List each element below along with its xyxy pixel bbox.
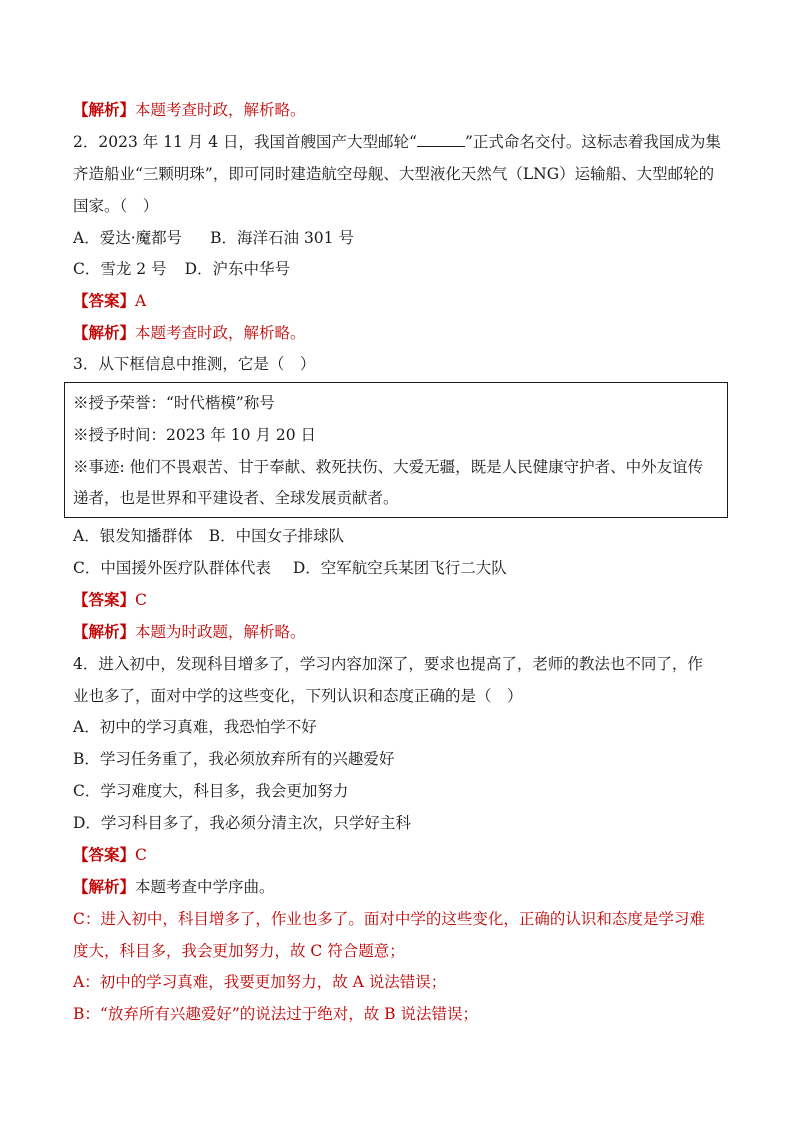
q1-analysis [73,98,733,122]
q3-answer-value: C [135,591,147,609]
q2-stem-part1: 2．2023 年 11 月 4 日，我国首艘国产大型邮轮“ [73,133,417,151]
q3-options-row2 [73,556,733,580]
q3-box-line1: ※授予荣誉：“时代楷模”称号 [73,394,275,412]
q2-stem-line2: 齐造船业“三颗明珠”，即可同时建造航空母舰、大型液化天然气（LNG）运输船、大型邮轮的 [73,165,715,183]
q2-answer-blank [417,132,465,147]
q2-answer-value: A [135,292,147,310]
q4-stem-line2: 业也多了，面对中学的这些变化，下列认识和态度正确的是（ ） [73,687,523,705]
q4-explain-c-line2: 度大，科目多，我会更加努力，故 C 符合题意； [73,942,405,960]
q3-box-line3: ※事迹: 他们不畏艰苦、甘于奉献、救死扶伤、大爱无疆，既是人民健康守护者、中外友谊传 [73,458,704,476]
q4-explain-a: A：初中的学习真难，我要更加努力，故 A 说法错误； [73,973,447,991]
q3-stem: 3．从下框信息中推测，它是（ ） [73,355,316,373]
q3-option-a: A．银发知播群体 [73,527,193,545]
q3-info-box [64,382,728,518]
q1-analysis-tag: 【解析】 [73,100,136,119]
q4-stem-line1: 4．进入初中，发现科目增多了，学习内容加深了，要求也提高了，老师的教法也不同了，作 [73,655,703,673]
q2-option-b: B．海洋石油 301 号 [210,229,354,247]
q2-stem-part2: ”正式命名交付。这标志着我国成为集 [464,133,721,151]
q2-stem-line1 [73,130,733,154]
q4-analysis-text: 本题考查中学序曲。 [135,878,275,896]
q4-option-c: C．学习难度大，科目多，我会更加努力 [73,782,349,800]
q4-option-a: A．初中的学习真难，我恐怕学不好 [73,718,317,736]
q2-options-row2 [73,257,733,281]
q3-option-d: D．空军航空兵某团飞行二大队 [292,559,507,577]
q2-option-c: C．雪龙 2 号 [73,260,167,278]
q2-option-a: A．爱达·魔都号 [73,229,183,247]
q3-box-line2: ※授予时间：2023 年 10 月 20 日 [73,426,317,444]
q3-box-line4: 递者，也是世界和平建设者、全球发展贡献者。 [73,489,399,507]
q2-analysis [73,321,733,345]
q3-analysis-text: 本题为时政题，解析略。 [135,623,306,641]
q4-option-b: B．学习任务重了，我必须放弃所有的兴趣爱好 [73,750,395,768]
q2-stem-line3: 国家。（ ） [73,197,159,215]
q4-analysis [73,875,733,899]
q3-analysis-tag: 【解析】 [73,622,136,641]
q3-options-row1 [73,524,733,548]
q2-option-d: D．沪东中华号 [184,260,291,278]
q4-explain-b: B：“放弃所有兴趣爱好”的说法过于绝对，故 B 说法错误； [73,1005,478,1023]
q3-answer [73,588,733,612]
q4-option-d: D．学习科目多了，我必须分清主次，只学好主科 [73,814,411,832]
q2-answer-tag: 【答案】 [73,291,136,310]
q3-answer-tag: 【答案】 [73,590,136,609]
q3-option-b: B．中国女子排球队 [208,527,345,545]
q2-options-row1 [73,226,733,250]
q2-analysis-text: 本题考查时政，解析略。 [135,324,306,342]
q4-analysis-tag: 【解析】 [73,877,136,896]
q4-explain-c-line1: C：进入初中，科目增多了，作业也多了。面对中学的这些变化，正确的认识和态度是学习难 [73,910,705,928]
q3-option-c: C．中国援外医疗队群体代表 [73,559,271,577]
q1-analysis-text: 本题考查时政，解析略。 [135,101,306,119]
q3-analysis [73,620,733,644]
q2-answer [73,289,733,313]
q4-answer-tag: 【答案】 [73,845,136,864]
q2-analysis-tag: 【解析】 [73,323,136,342]
q4-answer [73,843,733,867]
q4-answer-value: C [135,846,147,864]
